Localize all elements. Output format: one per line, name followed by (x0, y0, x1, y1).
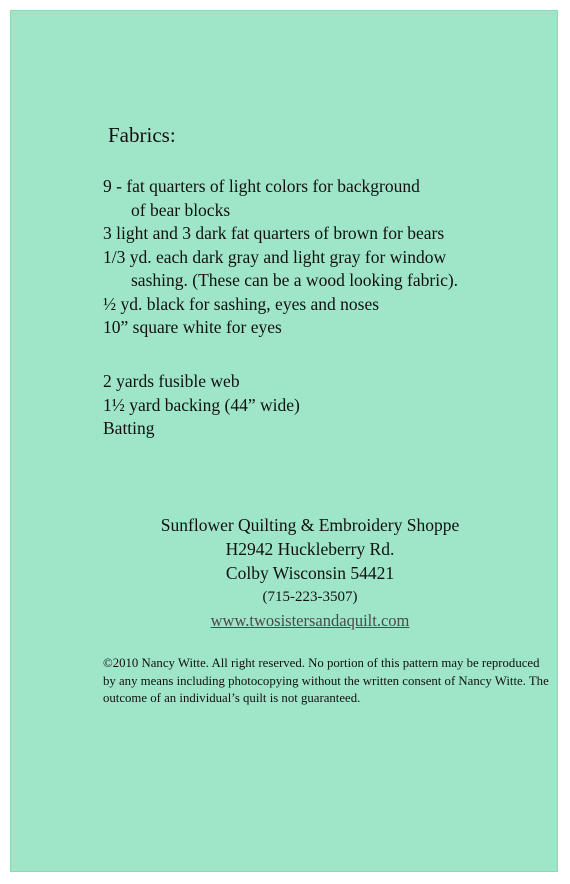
fabric-item: 9 - fat quarters of light colors for background (103, 176, 420, 196)
supply-item: 1½ yard backing (44” wide) (103, 394, 300, 415)
supply-list (103, 370, 300, 441)
fabric-item-continuation: sashing. (These can be a wood looking fabric). (131, 270, 459, 290)
fabric-item: 1/3 yd. each dark gray and light gray for window (103, 246, 447, 267)
fabric-item: 3 light and 3 dark fat quarters of brown for bears (103, 223, 445, 243)
copyright-notice: ©2010 Nancy Witte. All right reserved. No portion of this pattern may be reproduced by any means including photocopying without the written consent of Nancy Witte. The outcome of an individual’s quilt is not guaranteed. (103, 656, 549, 705)
shop-city: Colby Wisconsin 54421 (225, 563, 395, 583)
fabric-item-continuation: of bear blocks (131, 199, 231, 220)
supply-item: Batting (103, 418, 155, 438)
shop-phone: (715-223-3507) (262, 589, 358, 605)
fabric-list (103, 175, 523, 340)
shop-address: H2942 Huckleberry Rd. (225, 539, 395, 559)
fabric-item: 10” square white for eyes (103, 317, 282, 337)
shop-website-link[interactable]: www.twosistersandaquilt.com (210, 611, 410, 630)
fabric-item: ½ yd. black for sashing, eyes and noses (103, 293, 380, 314)
supply-item: 2 yards fusible web (103, 371, 240, 391)
fabrics-heading: Fabrics: (108, 123, 176, 147)
shop-info (150, 513, 470, 633)
shop-name: Sunflower Quilting & Embroidery Shoppe (160, 515, 460, 535)
pattern-page (10, 10, 558, 872)
